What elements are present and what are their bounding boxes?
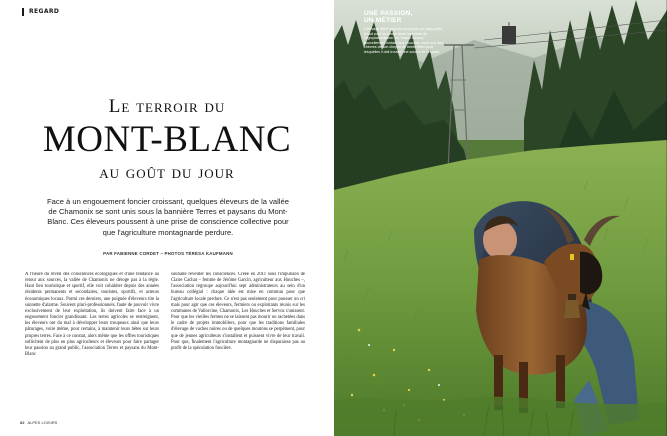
body-column-2: souhaite réveiller les consciences. Créée en 2011 sous l'impulsion de Claire Cachat – femme de Jérôme Garcin, agriculteur aux Houches –, l'association regroupe aujourd'hui sept administrateurs au sein d'un bureau collégial : chaque idée est mise en commun pour que l'agriculture locale perdure. Ce n'est pas seulement pour pousser un cri mais pour agir que ces éleveurs, fermiers ou exploitants réunis sur les communes de Vallorcine, Chamonix, Les Houches et Servoz s'unissent. Pour que les vieilles fermes ne se laissent pas mourir ou rachetées dans le cadre de projets immobiliers, pour que les traditions familiales d'élevage de vaches noires ou de quelques moutons se perpétuent, pour que de jeunes agriculteurs s'installent et puissent vivre de leur travail. Pour que, finalement l'agriculture montagnarde ne disparaisse pas au profit de la spéculation foncière. — [171, 272, 305, 351]
caption-text: L'élevage attire toujours les jeunes du pays prêts à tout pour se lancer dans l'aventure de l'agropastoralisme. Ici, Yoann Ducrey, nouvellement installé aux Houches, avec une des chèvres de son cheptel de trente têtes pour lesquelles il doit trouver une source de l'espace. — [364, 27, 443, 54]
caption-title-line-2: UN MÉTIER — [364, 17, 402, 24]
body-column-1: À l'heure du réveil des consciences écologiques et d'une tendance au retour aux sources, la vallée de Chamonix ne déroge pas à la règle. Haut lieu touristique et sportif, elle voit cohabiter depuis des années résidents permanents et secondaires, touristes, sportifs, et acteurs économiques locaux. Parmi ces derniers, une poignée d'éleveurs tire la sonnette d'alarme. Souvent pluri-professionnels, faute de pouvoir vivre exclusivement de leur exploitation, ils doivent faire face à un engouement foncier grandissant. Les terres agricoles se restreignent, les éleveurs ont du mal à développer leurs troupeaux ainsi que leurs pâturages, voire même, pour certains, à maintenir leurs bêtes sur leurs propres terres. Face à ce constat, alors même que les offres touristiques sollicitent de plus en plus agriculteurs et éleveurs pour faire partager leur passion au grand public, l'association Terres et paysans du Mont-Blanc — [25, 272, 159, 358]
page-number: 62 — [20, 420, 25, 425]
caption-title-line-1: UNE PASSION, — [364, 10, 413, 17]
article-lede: Face à un engouement foncier croissant, quelques éleveurs de la vallée de Chamonix se sont unis sous la bannière Terres et paysans du Mont-Blanc. Ces éleveurs poussent à une prise de conscience collective pour que l'agriculture montagnarde perdure. — [47, 197, 289, 237]
chairlift-cabin — [502, 26, 516, 44]
title-line-2: MONT-BLANC — [42, 119, 292, 160]
magazine-name: ALPES LOISIRS — [27, 420, 58, 425]
page-folio — [20, 420, 57, 425]
article-byline: PAR FABIENNE CORDET – PHOTOS TÉRÉSA KAUFMANN — [103, 251, 233, 256]
title-line-3: au goût du jour — [99, 162, 235, 183]
farmer-with-goat-photo — [334, 0, 667, 436]
caption-title — [364, 10, 444, 24]
article-title — [20, 96, 314, 184]
right-page-photo — [334, 0, 667, 436]
section-label: REGARD — [22, 8, 59, 16]
photo-caption — [364, 10, 444, 54]
title-line-1: Le terroir du — [108, 96, 226, 117]
article-body — [25, 272, 325, 422]
